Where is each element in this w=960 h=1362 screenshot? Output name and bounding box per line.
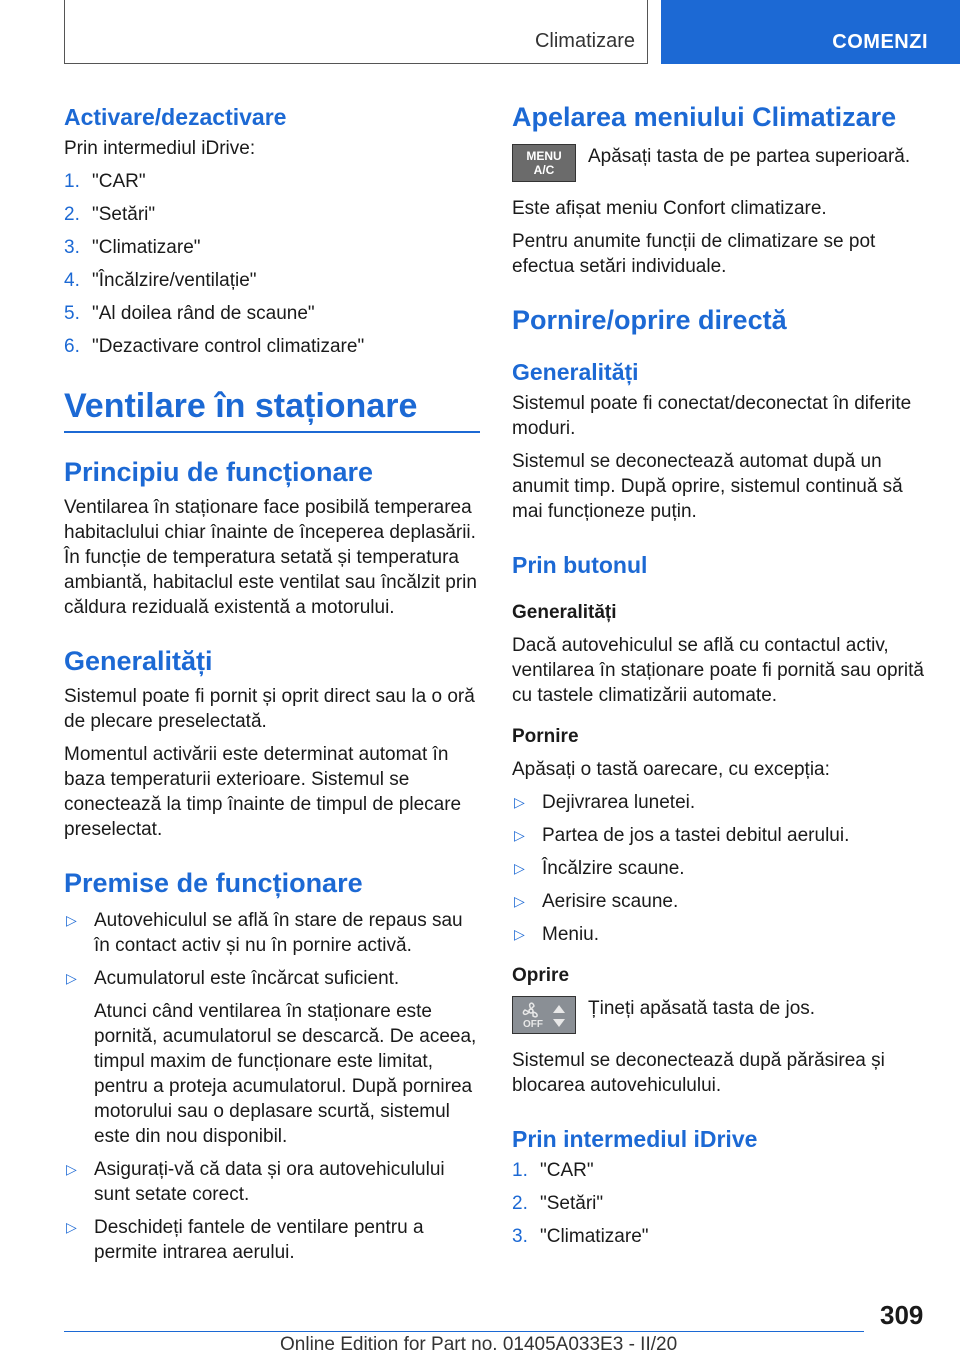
step-text: "CAR"	[540, 1160, 594, 1181]
oprire-text: Sistemul se deconectează după părăsirea și blocarea autovehiculului.	[512, 1050, 885, 1096]
bullet-triangle-icon: ▷	[514, 926, 525, 942]
apelarea-icon-text: Apăsați tasta de pe partea superioară.	[588, 146, 911, 167]
item-text: Aerisire scaune.	[542, 891, 679, 912]
step-text: "Dezactivare control climatizare"	[92, 336, 365, 357]
header-section: COMENZI	[832, 31, 928, 53]
buton-gen-text: Dacă autovehiculul se află cu contactul activ, ventilarea în staționare poate fi pornită sau oprită cu tastele climatizării automate.	[512, 635, 924, 706]
step-number: 5.	[64, 303, 80, 324]
step-text: "Al doilea rând de scaune"	[92, 303, 315, 324]
apelarea-paragraph-2: Pentru anumite funcții de climatizare se pot efectua setări individuale.	[512, 231, 876, 277]
step-number: 3.	[64, 237, 80, 258]
step-text: "Încălzire/ventilație"	[92, 270, 257, 291]
list-item	[64, 966, 480, 1149]
item-text: Meniu.	[542, 924, 600, 945]
apelarea-heading: Apelarea meniului Climatizare	[512, 102, 897, 132]
bullet-triangle-icon: ▷	[66, 1161, 77, 1177]
pornire-intro: Apăsați o tastă oarecare, cu excepția:	[512, 759, 830, 780]
item-text: Dejivrarea lunetei.	[542, 792, 696, 813]
list-item	[512, 1191, 924, 1216]
gen-heading: Generalități	[512, 359, 639, 385]
generalitati-paragraph-1: Sistemul poate fi pornit și oprit direct sau la o oră de plecare preselectată.	[64, 686, 475, 732]
bullet-triangle-icon: ▷	[514, 794, 525, 810]
item-subtext: Atunci când ventilarea în staționare este pornită, acumulatorul se descarcă. De aceea, timpul maxim de funcționare este limitat, pentru a proteja acumulatorul. După pornirea motorului sau o deplasare scurtă, sistemul este din nou disponibil.	[94, 1001, 477, 1147]
right-column	[512, 100, 924, 1257]
header-title-box	[64, 0, 648, 64]
activare-heading: Activare/dezactivare	[64, 104, 287, 130]
list-item	[64, 301, 480, 326]
pornire-heading: Pornire/oprire directă	[512, 305, 787, 335]
step-number: 6.	[64, 336, 80, 357]
gen-paragraph-1: Sistemul poate fi conectat/deconectat în diferite moduri.	[512, 393, 912, 439]
list-item	[512, 1224, 924, 1249]
list-item	[64, 169, 480, 194]
step-number: 4.	[64, 270, 80, 291]
list-item	[64, 1157, 480, 1207]
list-item	[64, 268, 480, 293]
list-item	[64, 202, 480, 227]
idrive-heading: Prin intermediul iDrive	[512, 1126, 758, 1152]
step-number: 1.	[512, 1160, 528, 1181]
premise-list	[64, 908, 480, 1265]
step-text: "Climatizare"	[540, 1226, 649, 1247]
menu-ac-button-icon	[512, 144, 576, 182]
list-item	[512, 856, 924, 881]
bullet-triangle-icon: ▷	[514, 893, 525, 909]
fan-off-button-icon	[512, 996, 576, 1034]
idrive-steps	[512, 1158, 924, 1249]
main-heading: Ventilare în staționare	[64, 385, 480, 433]
list-item	[512, 1158, 924, 1183]
bullet-triangle-icon: ▷	[66, 912, 77, 928]
header-title: Climatizare	[534, 30, 635, 52]
apelarea-paragraph-1: Este afișat meniu Confort climatizare.	[512, 198, 827, 219]
menu-ac-row	[512, 144, 924, 184]
activare-steps	[64, 169, 480, 359]
footer-divider	[64, 1331, 864, 1332]
item-text: Acumulatorul este încărcat suficient.	[94, 968, 400, 989]
activare-intro: Prin intermediul iDrive:	[64, 138, 256, 159]
buton-heading: Prin butonul	[512, 552, 648, 578]
step-text: "Setări"	[92, 204, 156, 225]
step-text: "Climatizare"	[92, 237, 201, 258]
menu-label: MENU	[526, 149, 562, 163]
oprire-subheading: Oprire	[512, 965, 570, 986]
ac-label: A/C	[533, 163, 555, 177]
list-item	[512, 823, 924, 848]
item-text: Autovehiculul se află în stare de repaus sau în contact activ și nu în pornire activă.	[94, 910, 463, 956]
footer-edition: Online Edition for Part no. 01405A033E3 - II/20	[280, 1334, 678, 1355]
list-item	[512, 889, 924, 914]
step-text: "CAR"	[92, 171, 146, 192]
page-number: 309	[880, 1300, 924, 1330]
gen-paragraph-2: Sistemul se deconectează automat după un anumit timp. După oprire, sistemul continuă să mai funcționeze puțin.	[512, 451, 903, 522]
pornire-subheading: Pornire	[512, 726, 579, 747]
step-number: 2.	[64, 204, 80, 225]
bullet-triangle-icon: ▷	[514, 827, 525, 843]
item-text: Deschideți fantele de ventilare pentru a permite intrarea aerului.	[94, 1217, 424, 1263]
item-text: Partea de jos a tastei debitul aerului.	[542, 825, 850, 846]
pornire-list	[512, 790, 924, 947]
list-item	[64, 1215, 480, 1265]
step-number: 2.	[512, 1193, 528, 1214]
list-item	[512, 790, 924, 815]
off-label: OFF	[523, 1019, 543, 1030]
principiu-text: Ventilarea în staționare face posibilă temperarea habitaclului chiar înainte de începerea deplasării. În funcție de temperatura setată și temperatura ambiantă, habitaclul este ventilat sau încălzit prin căldura reziduală existentă a motorului.	[64, 497, 477, 618]
item-text: Asigurați-vă că data și ora autovehiculului sunt setate corect.	[94, 1159, 445, 1205]
header-section-box	[661, 0, 960, 64]
principiu-heading: Principiu de funcționare	[64, 457, 374, 487]
bullet-triangle-icon: ▷	[514, 860, 525, 876]
buton-gen-heading: Generalități	[512, 602, 617, 623]
bullet-triangle-icon: ▷	[66, 970, 77, 986]
step-text: "Setări"	[540, 1193, 604, 1214]
oprire-icon-text: Țineți apăsată tasta de jos.	[588, 998, 816, 1019]
step-number: 3.	[512, 1226, 528, 1247]
item-text: Încălzire scaune.	[542, 858, 685, 879]
generalitati-paragraph-2: Momentul activării este determinat automat în baza temperaturii exterioare. Sistemul se conectează la timp înainte de timpul de plecare preselectat.	[64, 744, 462, 840]
fan-off-row	[512, 996, 924, 1036]
left-column	[64, 100, 480, 1273]
premise-heading: Premise de funcționare	[64, 868, 363, 898]
list-item	[64, 908, 480, 958]
generalitati-heading: Generalități	[64, 646, 213, 676]
list-item	[64, 235, 480, 260]
list-item	[64, 334, 480, 359]
list-item	[512, 922, 924, 947]
step-number: 1.	[64, 171, 80, 192]
bullet-triangle-icon: ▷	[66, 1219, 77, 1235]
